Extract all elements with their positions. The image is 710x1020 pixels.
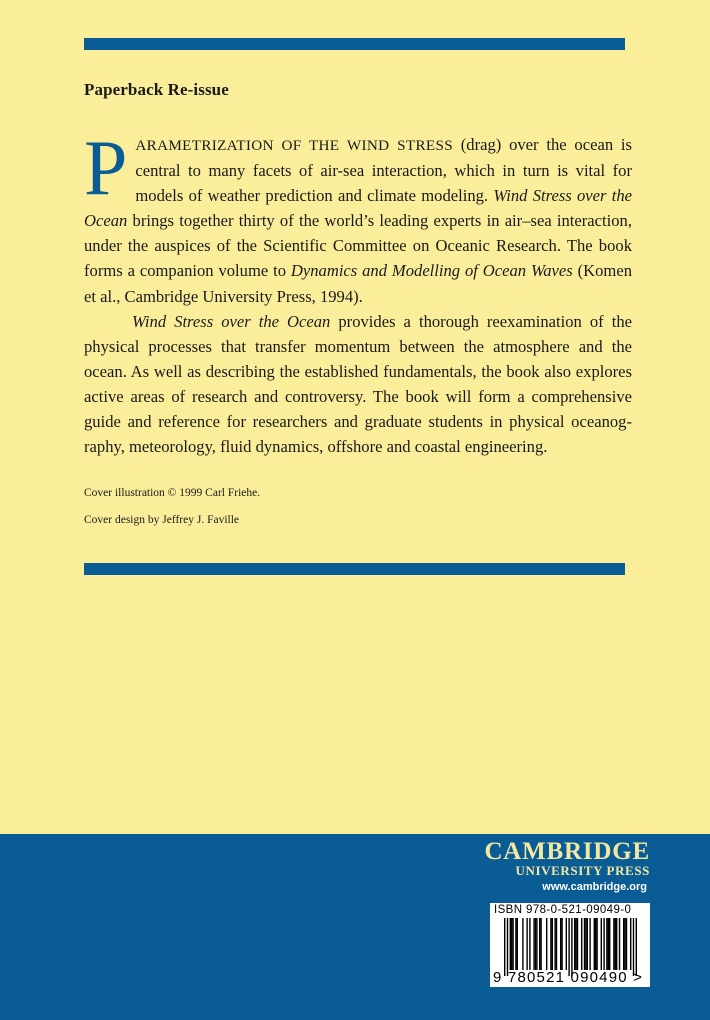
barcode-bar: [560, 918, 561, 970]
barcode-bar: [512, 918, 513, 970]
barcode-bar: [613, 918, 614, 970]
barcode-bar: [529, 918, 530, 970]
barcode-bar: [630, 918, 631, 970]
barcode-bar: [589, 918, 590, 970]
barcode-bar: [504, 918, 505, 976]
barcode-bar: [574, 918, 575, 970]
barcode-bar: [575, 918, 576, 970]
bottom-rule: [84, 563, 625, 575]
barcode-bar: [515, 918, 516, 970]
book-title: Wind Stress over the Ocean: [84, 186, 633, 231]
barcode-bar: [546, 918, 547, 970]
barcode-bar: [608, 918, 609, 970]
barcode-bar: [556, 918, 557, 970]
barcode-bar: [510, 918, 511, 970]
barcode-bar: [511, 918, 512, 970]
barcode-digits: 9 780521 090490 >: [493, 969, 644, 986]
barcode-bar: [550, 918, 551, 970]
companion-book-title: Dynamics and Modelling of Ocean Waves: [290, 261, 573, 281]
cover-design-credit: Cover design by Jeffrey J. Faville: [84, 514, 240, 526]
barcode-bar: [584, 918, 585, 970]
barcode-bar: [615, 918, 616, 970]
lead-in-smallcaps: ARAMETRIZATION OF THE WIND STRESS: [135, 137, 453, 154]
barcode-bar: [517, 918, 518, 970]
edition-heading: Paperback Re-issue: [84, 80, 229, 99]
barcode-bar: [585, 918, 586, 970]
barcode-bar: [536, 918, 537, 970]
barcode-bar: [626, 918, 627, 970]
barcode-bar: [619, 918, 620, 970]
description-text: [84, 124, 633, 459]
barcode-bar: [595, 918, 596, 970]
barcode-bar: [594, 918, 595, 970]
publisher-website: www.cambridge.org: [542, 881, 647, 893]
barcode-bar: [601, 918, 602, 970]
book-title-2: Wind Stress over the Ocean: [132, 311, 331, 331]
isbn-number: ISBN 978-0-521-09049-0: [494, 904, 632, 916]
cover-illustration-credit: Cover illustration © 1999 Carl Friehe.: [84, 487, 261, 499]
barcode-bar: [581, 918, 582, 970]
barcode-bar: [507, 918, 508, 976]
barcode-bar: [533, 918, 534, 970]
paragraph-1: [84, 124, 633, 309]
barcode-bar: [522, 918, 523, 970]
barcode-bar: [540, 918, 541, 970]
barcode-bar: [577, 918, 578, 970]
barcode-bar: [526, 918, 527, 970]
barcode-bar: [587, 918, 588, 970]
dropcap-letter: P: [84, 124, 128, 211]
barcode-bar: [636, 918, 637, 976]
paragraph-1-text-c: (Komen et al., Cambridge University Press, 1994).: [84, 261, 633, 306]
barcode-bar: [606, 918, 607, 970]
top-rule: [84, 38, 625, 50]
barcode-label: [490, 903, 650, 987]
barcode-bar: [552, 918, 553, 970]
barcode-bar: [624, 918, 625, 970]
barcode-bar: [561, 918, 562, 970]
barcode-bar: [633, 918, 634, 976]
barcode-bar: [535, 918, 536, 970]
paragraph-1-text-b: brings together thirty of the world’s leading experts in air–sea interaction, under the auspices of the Scientific Committee on Oceanic Research. The book forms a companion volume to: [84, 211, 632, 281]
publisher-logo-name: CAMBRIDGE: [484, 838, 650, 865]
barcode-bar: [571, 918, 572, 976]
paragraph-1-text-a: (drag) over the ocean is central to many facets of air-sea interaction, which in turn is vital for models of weather prediction and climate modeling.: [135, 135, 632, 206]
barcode-bar: [554, 918, 555, 970]
barcode-bar: [623, 918, 624, 970]
barcode-bar: [603, 918, 604, 970]
barcode-bar: [539, 918, 540, 970]
barcode-bar: [596, 918, 597, 970]
barcode-bar: [609, 918, 610, 970]
paragraph-2-text: provides a thorough reexamination of the physical processes that transfer momentum between the atmosphere and the ocean. As well as describing the established fundamentals, the book also explores active areas of research and controversy. The book will form a comprehensive guide and reference for researchers and graduate students in physical oceanography, meteorology, fluid dynamics, offshore and coastal engineering.: [84, 311, 632, 457]
publisher-logo-subtitle: UNIVERSITY PRESS: [515, 863, 650, 878]
paragraph-2: [84, 309, 632, 460]
barcode-bar: [566, 918, 567, 970]
barcode-bar: [616, 918, 617, 970]
barcode-bar: [568, 918, 569, 976]
